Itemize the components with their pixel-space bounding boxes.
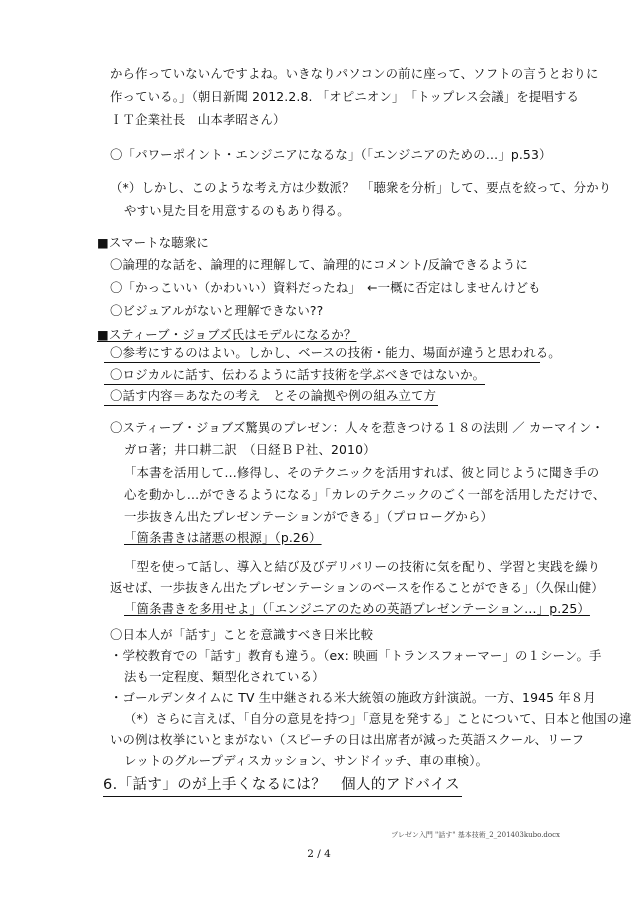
text-line: 〇論理的な話を、論理的に理解して、論理的にコメント/反論できるように: [110, 257, 528, 272]
text-line: ガロ著；井口耕二訳 （日経ＢＰ社、2010）: [124, 442, 376, 457]
text-line: 〇ロジカルに話す、伝わるように話す技術を学ぶべきではないか。: [104, 366, 485, 385]
heading-smart-audience: ■スマートな聴衆に: [97, 235, 209, 250]
text-line: いの例は枚挙にいとまがない（スピーチの日は出席者が減った英語スクール、リーフ: [110, 732, 585, 747]
text-line: 〇参考にするのはよい。しかし、ベースの技術・能力、場面が違うと思われる。: [104, 344, 540, 363]
text-line: 〇話す内容＝あなたの考え とその論拠や例の組み立て方: [104, 387, 438, 406]
text-line: 〇ビジュアルがないと理解できない??: [110, 303, 324, 318]
quote-line: 「箇条書きは諸悪の根源」（p.26）: [124, 530, 322, 545]
text-line: 〇日本人が「話す」ことを意識すべき日米比較: [110, 627, 374, 642]
section-heading: 6.「話す」のが上手くなるには？ 個人的アドバイス: [103, 774, 462, 797]
text-line: 〇「パワーポイント・エンジニアになるな」（「エンジニアのための…」p.53）: [110, 147, 552, 162]
quote-line: 一歩抜きん出たプレゼンテーションができる」（プロローグから）: [124, 509, 494, 524]
text-line: 〇「かっこいい（かわいい）資料だったね」 ←一概に否定はしませんけども: [110, 280, 541, 295]
bullet-line: 法も一定程度、類型化されている）: [124, 669, 325, 684]
text-line: ＩＴ企業社長 山本孝昭さん）: [110, 112, 286, 127]
quote-line: 「型を使って話し、導入と結び及びデリバリーの技術に気を配り、学習と実践を繰り: [124, 559, 601, 574]
text-line: 〇スティーブ・ジョブズ驚異のプレゼン：人々を惹きつける１８の法則 ／ カーマイン・: [110, 420, 604, 435]
text-line: レットのグループディスカッション、サンドイッチ、車の車検）。: [124, 753, 489, 768]
text-line: （*）しかし、このような考え方は少数派？ 「聴衆を分析」して、要点を絞って、分かり: [110, 180, 612, 195]
bullet-line: ・ゴールデンタイムに TV 生中継される米大統領の施政方針演説。一方、1945 年８月: [110, 690, 596, 705]
quote-line: 心を動かし…ができるようになる」「カレのテクニックのごく一部を活用しただけで、: [124, 487, 606, 502]
quote-line: 「本書を活用して…修得し、そのテクニックを活用すれば、彼と同じように聞き手の: [124, 465, 600, 480]
bullet-line: ・学校教育での「話す」教育も違う。（ex: 映画「トランスフォーマー」の１シーン。手: [110, 648, 602, 663]
quote-line: 返せば、一歩抜きん出たプレゼンテーションのベースを作ることができる」（久保山健）: [110, 580, 604, 595]
bullet-line: （*）さらに言えば、「自分の意見を持つ」「意見を発する」ことについて、日本と他国の違: [124, 711, 632, 726]
text-line: 作っている。」（朝日新聞 2012.2.8. 「オピニオン」 「トップレス会議」を提唱する: [110, 89, 579, 104]
quote-line: 「箇条書きを多用せよ」（「エンジニアのための英語プレゼンテーション…」p.25）: [124, 601, 590, 616]
heading-steve-jobs: ■スティーブ・ジョブズ氏はモデルになるか？: [97, 327, 357, 342]
page-number: 2 / 4: [307, 848, 331, 860]
text-line: やすい見た目を用意するのもあり得る。: [124, 203, 350, 218]
footer-filename: プレゼン入門 "話す" 基本技術_2_201403kubo.docx: [391, 831, 560, 839]
text-line: から作っていないんですよね。いきなりパソコンの前に座って、ソフトの言うとおりに: [110, 66, 599, 81]
